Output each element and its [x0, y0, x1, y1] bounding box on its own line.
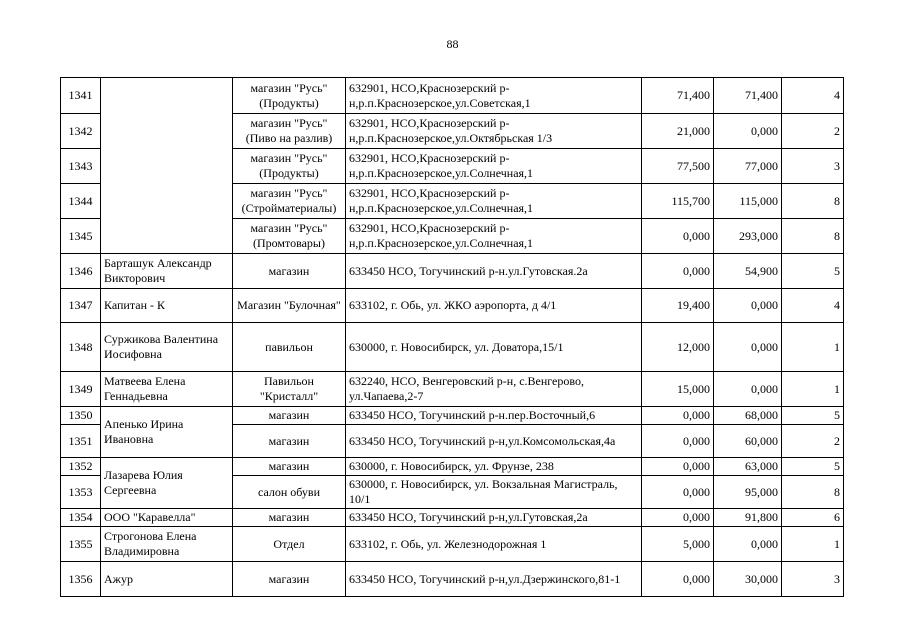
count: 2 [782, 114, 844, 149]
shop-type: павильон [233, 323, 346, 372]
row-number: 1349 [61, 372, 101, 407]
row-number: 1348 [61, 323, 101, 372]
shop-type: Отдел [233, 527, 346, 562]
value-2: 0,000 [714, 372, 782, 407]
count: 3 [782, 149, 844, 184]
value-2: 77,000 [714, 149, 782, 184]
value-1: 0,000 [642, 254, 714, 289]
shop-type: магазин [233, 562, 346, 597]
shop-type: Павильон "Кристалл" [233, 372, 346, 407]
value-2: 95,000 [714, 476, 782, 509]
value-1: 0,000 [642, 509, 714, 527]
count: 8 [782, 476, 844, 509]
row-number: 1343 [61, 149, 101, 184]
value-2: 63,000 [714, 458, 782, 476]
value-2: 293,000 [714, 219, 782, 254]
owner-cell: Апенько Ирина Ивановна [101, 407, 233, 458]
address: 632901, НСО,Краснозерский р-н,р.п.Краснозерское,ул.Октябрьская 1/3 [346, 114, 642, 149]
address: 632901, НСО,Краснозерский р-н,р.п.Краснозерское,ул.Солнечная,1 [346, 149, 642, 184]
value-1: 21,000 [642, 114, 714, 149]
value-2: 115,000 [714, 184, 782, 219]
address: 633450 НСО, Тогучинский р-н,ул.Гутовская,2а [346, 509, 642, 527]
shop-type: магазин [233, 509, 346, 527]
shop-type: магазин [233, 407, 346, 425]
row-number: 1353 [61, 476, 101, 509]
row-number: 1352 [61, 458, 101, 476]
count: 5 [782, 407, 844, 425]
count: 8 [782, 219, 844, 254]
count: 1 [782, 323, 844, 372]
value-2: 0,000 [714, 323, 782, 372]
count: 5 [782, 254, 844, 289]
value-1: 15,000 [642, 372, 714, 407]
count: 4 [782, 78, 844, 114]
table-row [61, 372, 844, 407]
value-2: 68,000 [714, 407, 782, 425]
row-number: 1341 [61, 78, 101, 114]
shop-type: салон обуви [233, 476, 346, 509]
owner-cell [101, 78, 233, 254]
count: 5 [782, 458, 844, 476]
count: 3 [782, 562, 844, 597]
table-row [61, 289, 844, 323]
owner-cell: Суржикова Валентина Иосифовна [101, 323, 233, 372]
table-row [61, 78, 844, 114]
value-1: 0,000 [642, 476, 714, 509]
address: 630000, г. Новосибирск, ул. Фрунзе, 238 [346, 458, 642, 476]
value-2: 0,000 [714, 114, 782, 149]
address: 632901, НСО,Краснозерский р-н,р.п.Краснозерское,ул.Солнечная,1 [346, 184, 642, 219]
value-1: 0,000 [642, 562, 714, 597]
table-row [61, 562, 844, 597]
table-row [61, 254, 844, 289]
owner-cell: Барташук Александр Викторович [101, 254, 233, 289]
address: 630000, г. Новосибирск, ул. Доватора,15/1 [346, 323, 642, 372]
address: 633450 НСО, Тогучинский р-н,ул.Дзержинского,81-1 [346, 562, 642, 597]
shop-type: магазин "Русь" (Продукты) [233, 78, 346, 114]
value-1: 19,400 [642, 289, 714, 323]
value-2: 0,000 [714, 527, 782, 562]
address: 633450 НСО, Тогучинский р-н.пер.Восточный,6 [346, 407, 642, 425]
count: 8 [782, 184, 844, 219]
value-1: 0,000 [642, 425, 714, 458]
owner-cell: Ажур [101, 562, 233, 597]
count: 1 [782, 372, 844, 407]
value-1: 0,000 [642, 458, 714, 476]
row-number: 1347 [61, 289, 101, 323]
row-number: 1346 [61, 254, 101, 289]
value-2: 30,000 [714, 562, 782, 597]
row-number: 1345 [61, 219, 101, 254]
address: 633102, г. Обь, ул. ЖКО аэропорта, д 4/1 [346, 289, 642, 323]
shop-type: магазин "Русь" (Стройматериалы) [233, 184, 346, 219]
value-2: 54,900 [714, 254, 782, 289]
owner-cell: ООО "Каравелла" [101, 509, 233, 527]
row-number: 1356 [61, 562, 101, 597]
value-2: 0,000 [714, 289, 782, 323]
address: 632901, НСО,Краснозерский р-н,р.п.Краснозерское,ул.Советская,1 [346, 78, 642, 114]
registry-table [60, 77, 844, 597]
value-2: 60,000 [714, 425, 782, 458]
table-row [61, 407, 844, 425]
owner-cell: Лазарева Юлия Сергеевна [101, 458, 233, 509]
shop-type: магазин [233, 425, 346, 458]
shop-type: магазин [233, 458, 346, 476]
shop-type: магазин "Русь" (Промтовары) [233, 219, 346, 254]
count: 1 [782, 527, 844, 562]
address: 632240, НСО, Венгеровский р-н, с.Венгерово, ул.Чапаева,2-7 [346, 372, 642, 407]
value-1: 5,000 [642, 527, 714, 562]
table-row [61, 323, 844, 372]
table-row [61, 509, 844, 527]
value-1: 0,000 [642, 407, 714, 425]
shop-type: магазин "Русь" (Продукты) [233, 149, 346, 184]
value-1: 77,500 [642, 149, 714, 184]
count: 6 [782, 509, 844, 527]
value-1: 115,700 [642, 184, 714, 219]
row-number: 1344 [61, 184, 101, 219]
value-1: 71,400 [642, 78, 714, 114]
row-number: 1355 [61, 527, 101, 562]
shop-type: магазин "Русь" (Пиво на разлив) [233, 114, 346, 149]
count: 2 [782, 425, 844, 458]
owner-cell: Строгонова Елена Владимировна [101, 527, 233, 562]
shop-type: Магазин "Булочная" [233, 289, 346, 323]
value-2: 71,400 [714, 78, 782, 114]
row-number: 1350 [61, 407, 101, 425]
value-1: 0,000 [642, 219, 714, 254]
address: 630000, г. Новосибирск, ул. Вокзальная Магистраль, 10/1 [346, 476, 642, 509]
address: 633450 НСО, Тогучинский р-н,ул.Комсомольская,4а [346, 425, 642, 458]
owner-cell: Капитан - К [101, 289, 233, 323]
value-2: 91,800 [714, 509, 782, 527]
address: 632901, НСО,Краснозерский р-н,р.п.Краснозерское,ул.Солнечная,1 [346, 219, 642, 254]
shop-type: магазин [233, 254, 346, 289]
page-number: 88 [446, 37, 459, 51]
owner-cell: Матвеева Елена Геннадьевна [101, 372, 233, 407]
count: 4 [782, 289, 844, 323]
row-number: 1342 [61, 114, 101, 149]
value-1: 12,000 [642, 323, 714, 372]
table-row [61, 527, 844, 562]
table-row [61, 458, 844, 476]
address: 633102, г. Обь, ул. Железнодорожная 1 [346, 527, 642, 562]
row-number: 1351 [61, 425, 101, 458]
address: 633450 НСО, Тогучинский р-н.ул.Гутовская.2а [346, 254, 642, 289]
row-number: 1354 [61, 509, 101, 527]
